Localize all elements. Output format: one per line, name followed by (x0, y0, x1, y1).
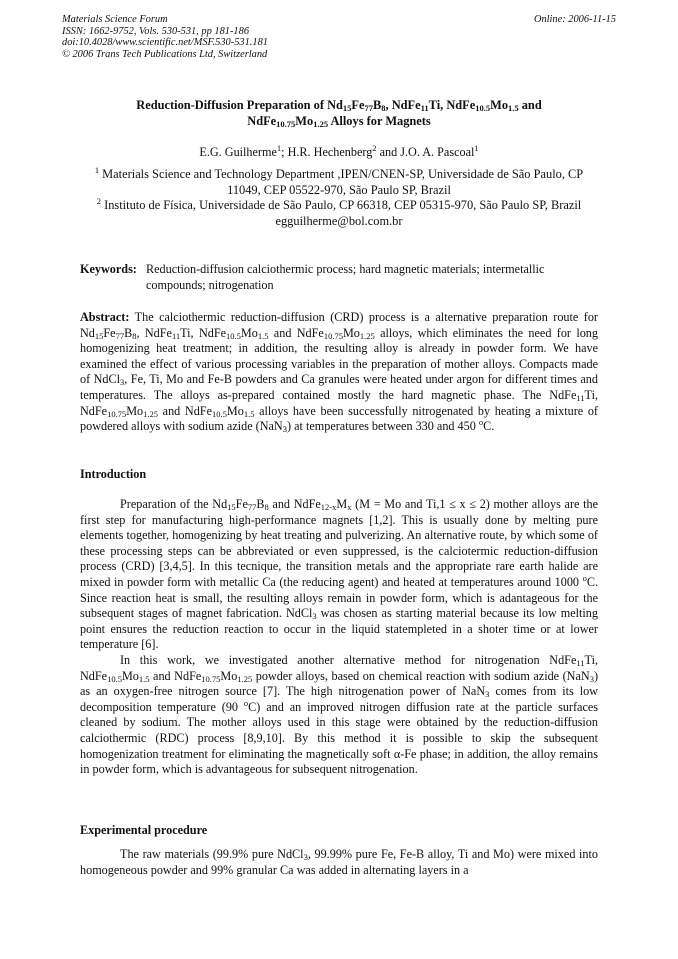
experimental-heading: Experimental procedure (80, 823, 208, 837)
abstract-label: Abstract: (80, 310, 130, 324)
journal-info (62, 14, 268, 60)
author-email: egguilherme@bol.com.br (275, 213, 403, 228)
paper-title: Reduction-Diffusion Preparation of $Nd_{15}Fe_{77}B_8$, NdFe$_{11}$Ti, $NdFe_{10.5}Mo_{1.5}$ and $NdFe_{10.75}Mo_{1.25}$ Alloys for Magnets (136, 98, 542, 129)
online-date: Online: 2006-11-15 (533, 14, 616, 25)
affiliations (80, 167, 598, 229)
affiliation-1: $^1$ Materials Science and Technology Department ,IPEN/CNEN-SP, Universidade de São Paulo, CP 11049, CEP 05522-970, São Paulo SP, Brazil (94, 165, 584, 197)
keywords-label: Keywords: (80, 262, 137, 276)
journal-doi: doi:10.4028/www.scientific.net/MSF.530-531.181 (62, 37, 268, 49)
intro-paragraph-1: Preparation of the $Nd_{15}Fe_{77}B_8$ and $NdFe_{12-x}M_x$ (M = Mo and Ti,1 ≤ x ≤ 2) mother alloys are the first step for manufacturing high-performance magnets [1,2]. This is usually done by melting pure elements together, homogenizing by heat treating and pulverizing. An alternative route, by which some of these processing steps can be abbreviated or even suppressed, is the calciotermic reduction-diffusion process (CRD) [3,4,5]. In this tecnique, the transition metals and the appropriate rare earth halide are mixed in powder form with metallic Ca (the reducing agent) and heated at temperatures around 1000 $^o$C. Since reaction heat is small, the resulting alloys remain in powder form, which is adantageous for the subsequent stages of magnet fabrication. NdCl$_3$ was chosen as starting material because its low melting point ensures the reduction reaction to occur in the liquid statempleted in a shoter time or at lower temperature [6]. (80, 497, 598, 652)
journal-name: Materials Science Forum (62, 14, 168, 25)
journal-copyright: © 2006 Trans Tech Publications Ltd, Switzerland (62, 48, 268, 60)
author-list: E.G. Guilherme$^1$; H.R. Hechenberg$^2$ and J.O. A. Pascoal$^1$ (199, 143, 479, 159)
experimental-paragraph-1: The raw materials (99.9% pure NdCl$_3$, 99.99% pure Fe, Fe-B alloy, Ti and Mo) were mixed into homogeneous powder and 99% granular Ca was added in alternating layers in a (80, 847, 598, 877)
keywords (80, 262, 598, 293)
journal-issn: ISSN: 1662-9752, Vols. 530-531, pp 181-186 (62, 25, 250, 37)
introduction-heading: Introduction (80, 467, 147, 481)
affiliation-2: $^2$ Instituto de Física, Universidade de São Paulo, CP 66318, CEP 05315-970, São Paulo SP, Brazil (96, 196, 582, 213)
experimental-body (80, 847, 598, 878)
intro-paragraph-2: In this work, we investigated another alternative method for nitrogenation NdFe$_{11}$Ti, $NdFe_{10.5}Mo_{1.5}$ and $NdFe_{10.75}Mo_{1.25}$ powder alloys, based on chemical reaction with sodium azide (NaN$_3$) as an oxygen-free nitrogen source [7]. The high nitrogenation power of NaN$_3$ comes from its low decomposition temperature (90 $^o$C) and an improved nitrogen diffusion rate at the particle surfaces cleaned by sodium. The mother alloys used in this stage were obtained by the reduction-diffusion calciothermic (RDC) process [8,9,10]. By this method it is possible to skip the subsequent homogenization treatment for eliminating the magnetically soft α-Fe phase; in addition, the alloy remains in powder form, which is advantageous for subsequent nitrogenation. (80, 652, 599, 777)
introduction-body (80, 497, 598, 778)
abstract: Abstract: The calciothermic reduction-diffusion (CRD) process is a alternative preparation route for $Nd_{15}Fe_{77}B_8$, NdFe$_{11}$Ti, $NdFe_{10.5}Mo_{1.5}$ and $NdFe_{10.75}Mo_{1.25}$ alloys, which eliminates the need for long homogenizing heat treatment; in addition, the resulting alloy is already in powder form. We have examined the effect of various processing variables in the preparation of mother alloys. Compacts made of NdCl$_3$, Fe, Ti, Mo and Fe-B powders and Ca granules were heated under argon for different times and temperatures. The alloys as-prepared contained mostly the hard magnetic phase. The NdFe$_{11}$Ti, $NdFe_{10.75}Mo_{1.25}$ and $NdFe_{10.5}Mo_{1.5}$ alloys have been successfully nitrogenated by heating a mixture of powdered alloys with sodium azide (NaN$_3$) at temperatures between 330 and 450 $^o$C. (80, 310, 598, 435)
keywords-text: Reduction-diffusion calciothermic process; hard magnetic materials; intermetallic compounds; nitrogenation (146, 262, 545, 292)
